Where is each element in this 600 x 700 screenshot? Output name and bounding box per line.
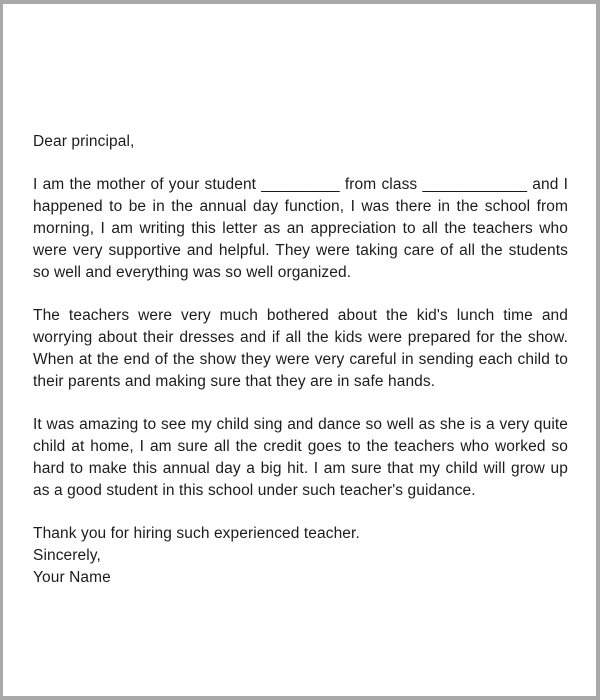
signature: Your Name xyxy=(33,569,111,586)
salutation: Dear principal, xyxy=(33,133,135,150)
signoff: Sincerely, xyxy=(33,547,101,564)
letter-paragraph-2: The teachers were very much bothered about the kid's lunch time and worrying about their dresses and if all the kids were prepared for the show. When at the end of the show they were very careful in sending each child to their parents and making sure that they are in safe hands. xyxy=(33,307,573,390)
letter-body xyxy=(3,4,596,589)
letter-paragraph-1: I am the mother of your student _________ from class ____________ and I happened to be in the annual day function, I was there in the school from morning, I am writing this letter as an appreciation to all the teachers who were very supportive and helpful. They were taking care of all the students so well and everything was so well organized. xyxy=(33,176,573,281)
closing-line: Thank you for hiring such experienced teacher. xyxy=(33,525,360,542)
letter-paragraph-3: It was amazing to see my child sing and dance so well as she is a very quite child at home, I am sure all the credit goes to the teachers who worked so hard to make this annual day a big hit. I am sure that my child will grow up as a good student in this school under such teacher's guidance. xyxy=(33,416,573,499)
